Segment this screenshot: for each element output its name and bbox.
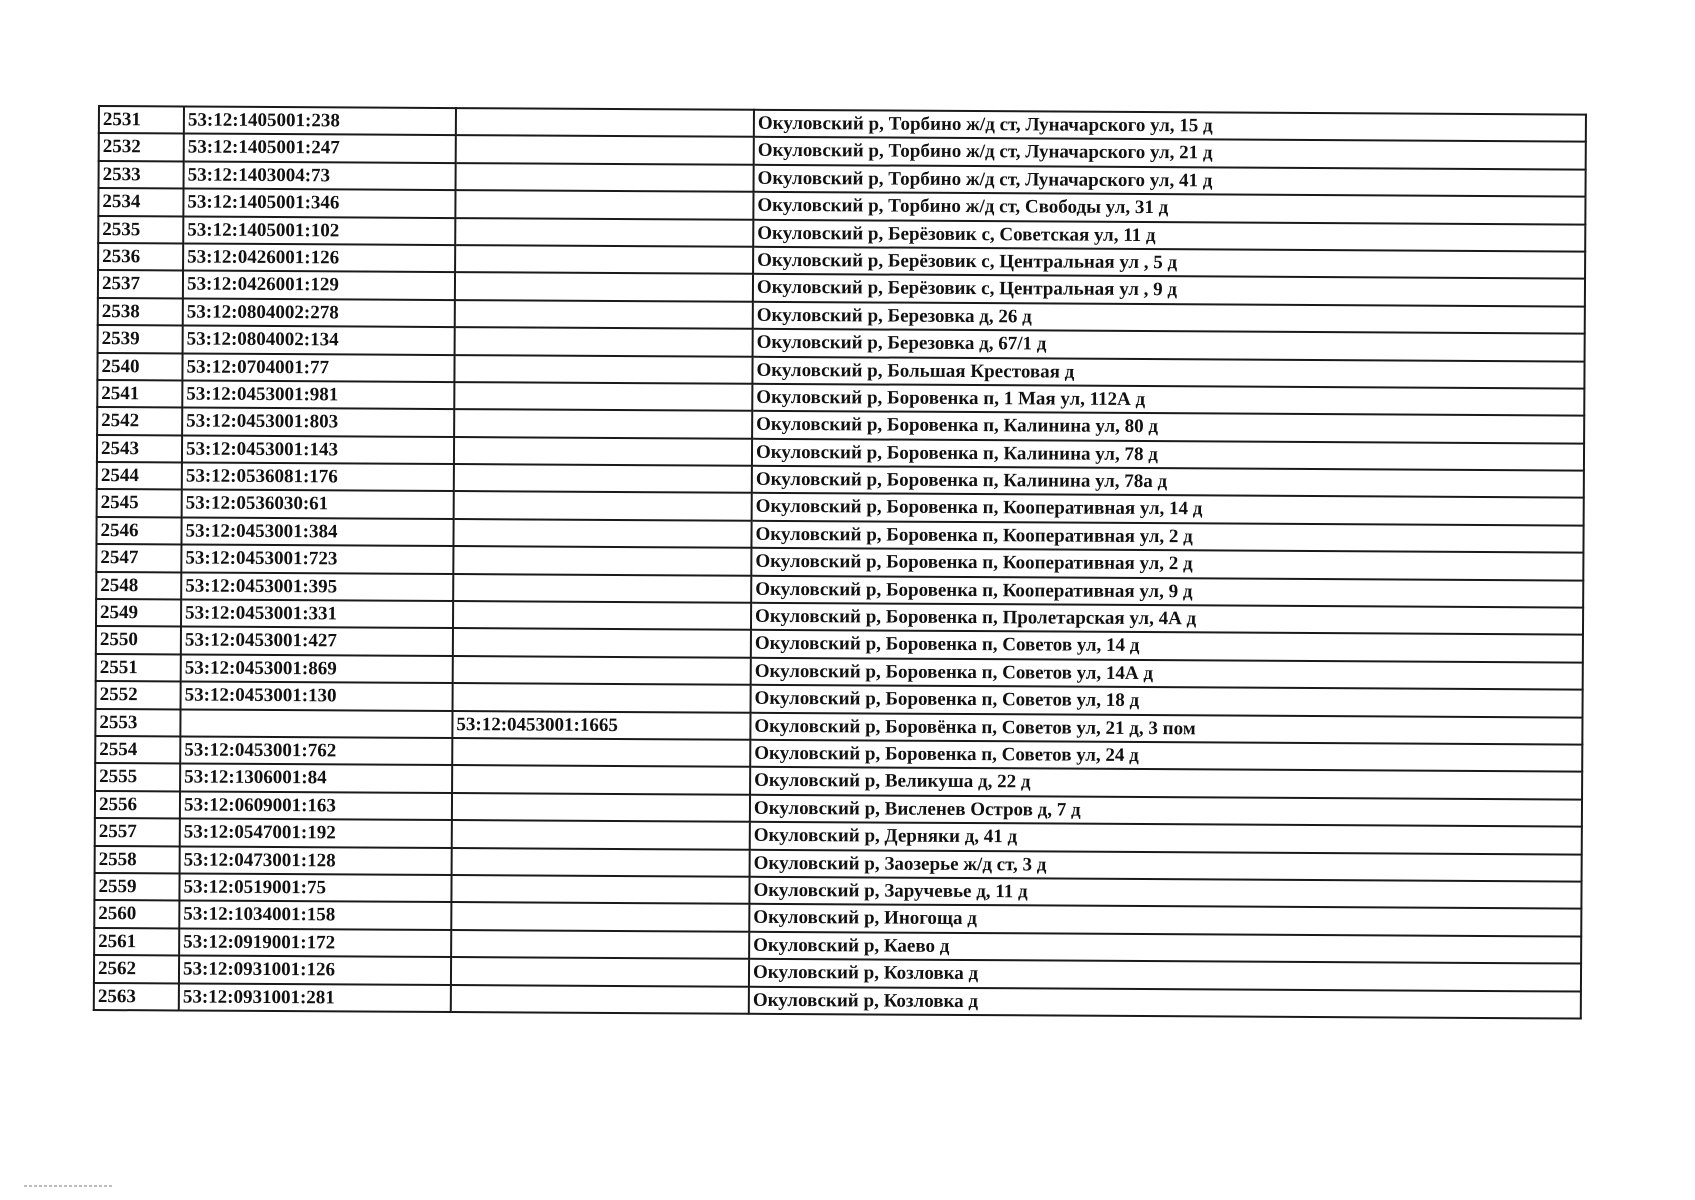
address-cell: Окуловский р, Дерняки д, 41 д <box>750 822 1582 854</box>
cadastral-number-cell: 53:12:0453001:384 <box>181 517 453 546</box>
premises-cadastral-number-cell <box>455 190 753 219</box>
cadastral-number-cell: 53:12:0453001:981 <box>182 380 454 409</box>
row-number-cell: 2557 <box>95 818 180 846</box>
row-number-cell: 2559 <box>94 873 179 901</box>
cadastral-number-cell: 53:12:0453001:395 <box>181 572 453 601</box>
address-cell: Окуловский р, Боровенка п, Калинина ул, 78 д <box>752 438 1584 470</box>
cadastral-number-cell: 53:12:0609001:163 <box>180 791 452 820</box>
row-number-cell: 2543 <box>97 435 182 463</box>
address-cell: Окуловский р, Торбино ж/д ст, Луначарского ул, 15 д <box>754 110 1586 142</box>
address-cell: Окуловский р, Заозерье ж/д ст, 3 д <box>750 849 1582 881</box>
cadastral-number-cell: 53:12:0536030:61 <box>182 490 454 519</box>
row-number-cell: 2558 <box>95 846 180 874</box>
cadastral-number-cell: 53:12:0453001:427 <box>181 627 453 656</box>
row-number-cell: 2552 <box>96 681 181 709</box>
premises-cadastral-number-cell <box>452 738 750 767</box>
cadastral-number-cell: 53:12:0453001:803 <box>182 408 454 437</box>
cadastral-number-cell: 53:12:1034001:158 <box>179 901 451 930</box>
address-cell: Окуловский р, Березовка д, 26 д <box>753 302 1585 334</box>
address-cell: Окуловский р, Боровенка п, Пролетарская ул, 4А д <box>751 603 1583 635</box>
address-cell: Окуловский р, Висленев Остров д, 7 д <box>750 795 1582 827</box>
address-cell: Окуловский р, Боровенка п, Кооперативная ул, 2 д <box>751 521 1583 553</box>
row-number-cell: 2533 <box>99 161 184 189</box>
row-number-cell: 2556 <box>95 791 180 819</box>
row-number-cell: 2551 <box>96 654 181 682</box>
premises-cadastral-number-cell <box>454 464 752 493</box>
cadastral-number-cell: 53:12:0931001:281 <box>179 983 451 1012</box>
cadastral-number-cell: 53:12:0704001:77 <box>182 353 454 382</box>
row-number-cell: 2549 <box>96 599 181 627</box>
premises-cadastral-number-cell <box>455 245 753 274</box>
row-number-cell: 2545 <box>97 489 182 517</box>
cadastral-number-cell: 53:12:0453001:331 <box>181 600 453 629</box>
cadastral-number-cell: 53:12:1403004:73 <box>184 161 456 190</box>
address-cell: Окуловский р, Козловка д <box>749 959 1581 991</box>
cadastral-number-cell: 53:12:0453001:723 <box>181 545 453 574</box>
premises-cadastral-number-cell <box>456 163 754 192</box>
row-number-cell: 2542 <box>97 407 182 435</box>
address-cell: Окуловский р, Боровенка п, Советов ул, 14 д <box>751 630 1583 662</box>
premises-cadastral-number-cell <box>453 656 751 685</box>
address-cell: Окуловский р, Боровенка п, Калинина ул, 80 д <box>752 411 1584 443</box>
address-cell: Окуловский р, Березовка д, 67/1 д <box>753 329 1585 361</box>
row-number-cell: 2540 <box>97 353 182 381</box>
premises-cadastral-number-cell <box>451 875 749 904</box>
row-number-cell: 2555 <box>95 763 180 791</box>
cadastral-number-cell: 53:12:0473001:128 <box>180 846 452 875</box>
premises-cadastral-number-cell <box>455 327 753 356</box>
cadastral-number-cell <box>180 709 452 738</box>
row-number-cell: 2531 <box>99 106 184 134</box>
premises-cadastral-number-cell <box>454 382 752 411</box>
row-number-cell: 2550 <box>96 626 181 654</box>
row-number-cell: 2534 <box>98 188 183 216</box>
row-number-cell: 2532 <box>99 133 184 161</box>
cadastral-number-cell: 53:12:0453001:143 <box>182 435 454 464</box>
address-cell: Окуловский р, Козловка д <box>749 986 1581 1018</box>
address-cell: Окуловский р, Боровенка п, Калинина ул, 78а д <box>752 466 1584 498</box>
cadastral-number-cell: 53:12:0519001:75 <box>179 873 451 902</box>
premises-cadastral-number-cell <box>451 985 749 1014</box>
row-number-cell: 2536 <box>98 243 183 271</box>
row-number-cell: 2537 <box>98 270 183 298</box>
row-number-cell: 2553 <box>95 709 180 737</box>
address-cell: Окуловский р, Боровенка п, 1 Мая ул, 112А д <box>752 384 1584 416</box>
cadastral-number-cell: 53:12:0536081:176 <box>182 463 454 492</box>
row-number-cell: 2544 <box>97 462 182 490</box>
premises-cadastral-number-cell <box>453 546 751 575</box>
cadastral-number-cell: 53:12:1405001:346 <box>183 189 455 218</box>
cadastral-number-cell: 53:12:0931001:126 <box>179 956 451 985</box>
row-number-cell: 2541 <box>97 380 182 408</box>
address-cell: Окуловский р, Каево д <box>749 931 1581 963</box>
address-cell: Окуловский р, Торбино ж/д ст, Луначарского ул, 21 д <box>754 137 1586 169</box>
row-number-cell: 2554 <box>95 736 180 764</box>
premises-cadastral-number-cell <box>452 820 750 849</box>
address-cell: Окуловский р, Боровёнка п, Советов ул, 21 д, 3 пом <box>750 712 1582 744</box>
address-cell: Окуловский р, Иногоща д <box>749 904 1581 936</box>
premises-cadastral-number-cell <box>451 930 749 959</box>
premises-cadastral-number-cell <box>455 272 753 301</box>
row-number-cell: 2547 <box>96 544 181 572</box>
cadastral-number-cell: 53:12:0804002:134 <box>183 326 455 355</box>
premises-cadastral-number-cell <box>452 765 750 794</box>
cadastral-number-cell: 53:12:1306001:84 <box>180 764 452 793</box>
address-cell: Окуловский р, Боровенка п, Кооперативная ул, 2 д <box>751 548 1583 580</box>
premises-cadastral-number-cell <box>453 519 751 548</box>
premises-cadastral-number-cell <box>453 628 751 657</box>
registry-table <box>93 105 1587 1019</box>
premises-cadastral-number-cell <box>453 683 751 712</box>
address-cell: Окуловский р, Берёзовик с, Центральная ул , 5 д <box>753 247 1585 279</box>
row-number-cell: 2535 <box>98 216 183 244</box>
premises-cadastral-number-cell <box>455 218 753 247</box>
premises-cadastral-number-cell <box>454 492 752 521</box>
row-number-cell: 2562 <box>94 955 179 983</box>
cadastral-number-cell: 53:12:0453001:762 <box>180 736 452 765</box>
address-cell: Окуловский р, Берёзовик с, Советская ул, 11 д <box>753 219 1585 251</box>
address-cell: Окуловский р, Великуша д, 22 д <box>750 767 1582 799</box>
cadastral-number-cell: 53:12:1405001:247 <box>184 134 456 163</box>
premises-cadastral-number-cell <box>455 300 753 329</box>
premises-cadastral-number-cell <box>451 902 749 931</box>
cadastral-number-cell: 53:12:0426001:126 <box>183 243 455 272</box>
address-cell: Окуловский р, Боровенка п, Кооперативная ул, 9 д <box>751 575 1583 607</box>
premises-cadastral-number-cell <box>454 437 752 466</box>
address-cell: Окуловский р, Берёзовик с, Центральная ул , 9 д <box>753 274 1585 306</box>
cadastral-number-cell: 53:12:0804002:278 <box>183 298 455 327</box>
premises-cadastral-number-cell <box>454 409 752 438</box>
premises-cadastral-number-cell <box>456 135 754 164</box>
address-cell: Окуловский р, Боровенка п, Кооперативная ул, 14 д <box>752 493 1584 525</box>
row-number-cell: 2548 <box>96 572 181 600</box>
premises-cadastral-number-cell <box>453 601 751 630</box>
cadastral-number-cell: 53:12:0453001:130 <box>181 682 453 711</box>
row-number-cell: 2546 <box>96 517 181 545</box>
address-cell: Окуловский р, Боровенка п, Советов ул, 24 д <box>750 740 1582 772</box>
cadastral-number-cell: 53:12:0547001:192 <box>180 819 452 848</box>
address-cell: Окуловский р, Торбино ж/д ст, Свободы ул, 31 д <box>753 192 1585 224</box>
cadastral-number-cell: 53:12:0453001:869 <box>181 654 453 683</box>
cadastral-number-cell: 53:12:1405001:238 <box>184 106 456 135</box>
premises-cadastral-number-cell <box>452 848 750 877</box>
cadastral-number-cell: 53:12:1405001:102 <box>183 216 455 245</box>
row-number-cell: 2538 <box>98 298 183 326</box>
address-cell: Окуловский р, Большая Крестовая д <box>752 356 1584 388</box>
registry-table-body <box>94 106 1586 1018</box>
row-number-cell: 2539 <box>98 325 183 353</box>
cadastral-number-cell: 53:12:0919001:172 <box>179 928 451 957</box>
premises-cadastral-number-cell <box>456 108 754 137</box>
address-cell: Окуловский р, Боровенка п, Советов ул, 14А д <box>751 658 1583 690</box>
row-number-cell: 2563 <box>94 982 179 1010</box>
cadastral-number-cell: 53:12:0426001:129 <box>183 271 455 300</box>
address-cell: Окуловский р, Торбино ж/д ст, Луначарского ул, 41 д <box>754 165 1586 197</box>
scan-artifact <box>24 1185 114 1187</box>
premises-cadastral-number-cell <box>453 574 751 603</box>
row-number-cell: 2561 <box>94 928 179 956</box>
premises-cadastral-number-cell <box>451 957 749 986</box>
premises-cadastral-number-cell <box>454 355 752 384</box>
address-cell: Окуловский р, Заручевье д, 11 д <box>749 877 1581 909</box>
premises-cadastral-number-cell <box>452 793 750 822</box>
premises-cadastral-number-cell: 53:12:0453001:1665 <box>452 711 750 740</box>
row-number-cell: 2560 <box>94 900 179 928</box>
address-cell: Окуловский р, Боровенка п, Советов ул, 18 д <box>751 685 1583 717</box>
